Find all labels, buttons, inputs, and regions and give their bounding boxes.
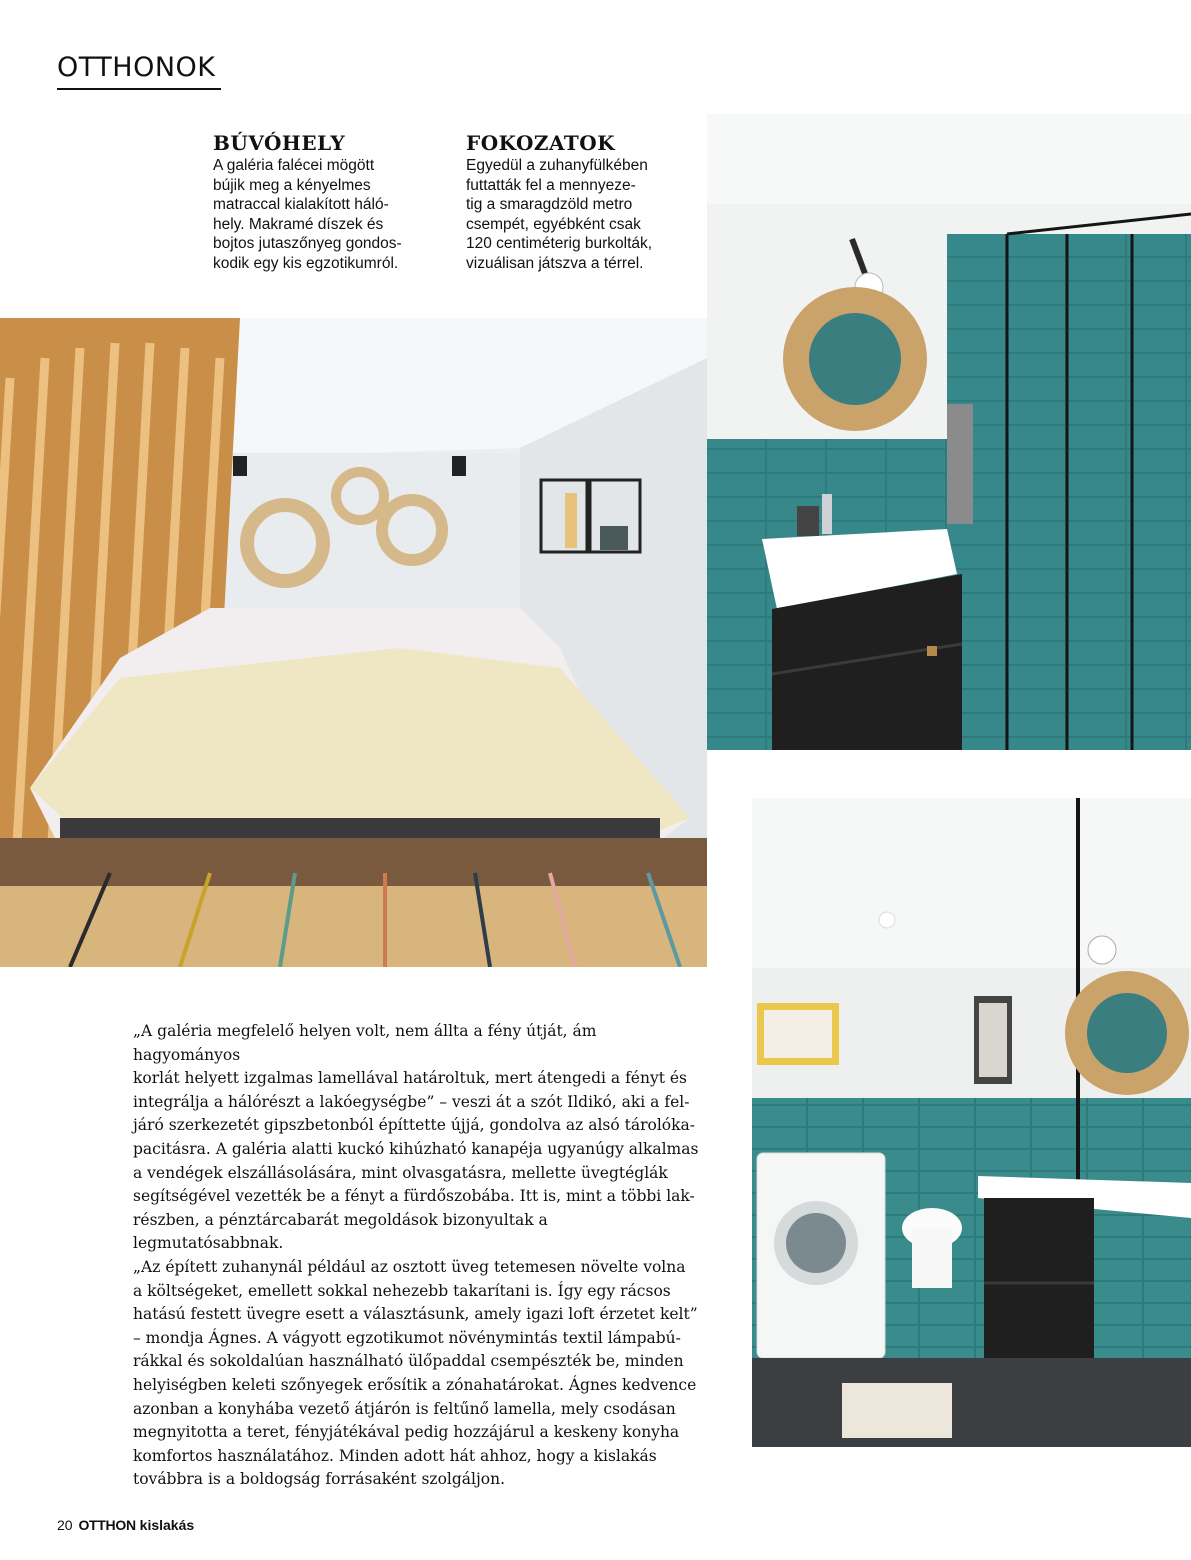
sidebar-line: Egyedül a zuhanyfülkében [466,157,648,174]
body-line: korlát helyett izgalmas lamellával határoltuk, mert átengedi a fényt és [133,1069,687,1088]
body-line: „A galéria megfelelő helyen volt, nem állta a fény útját, ám hagyományos [133,1022,597,1064]
body-line: hatású festett üvegre esett a választásunk, amely igazi loft érzetet kelt” [133,1305,698,1324]
magazine-edition: kislakás [139,1517,195,1533]
sidebar-line: matraccal kialakított háló- [213,196,389,213]
body-line: a költségeket, emellett sokkal nehezebb takarítani is. Így egy rácsos [133,1281,671,1300]
article-body [133,1020,703,1492]
sidebar-heading: BÚVÓHELY [213,131,346,155]
vanity-cabinet [984,1198,1094,1378]
body-line: – mondja Ágnes. A vágyott egzotikumot növénymintás textil lámpabú- [133,1328,681,1347]
page-footer [57,1517,194,1533]
body-line: „Az épített zuhanynál például az osztott üveg tetemesen növelte volna [133,1257,686,1276]
sidebar-buvohely [213,131,443,273]
sidebar-line: futtatták fel a mennyeze- [466,176,636,194]
sidebar-line: vizuálisan játszva a térrel. [466,254,644,272]
sidebar-text [466,156,696,273]
body-line: azonban a konyhába vezető átjárón is feltűnő lamella, mely csodásan [133,1399,676,1418]
body-line: részben, a pénztárcabarát megoldások bizonyultak a legmutatósabbnak. [133,1210,548,1253]
body-line: segítségével vezették be a fényt a fürdőszobába. Itt is, mint a többi lak- [133,1187,695,1206]
sidebar-line: kodik egy kis egzotikumról. [213,254,399,272]
photo-bathroom-shower [707,114,1191,750]
bathroom-shower-illustration [707,114,1191,750]
sidebar-text [213,156,443,273]
sidebar-line: A galéria falécei mögött [213,157,375,174]
jute-rug [0,886,707,967]
photo-bathroom-overview [752,798,1191,1447]
sidebar-line: bújik meg a kényelmes [213,176,371,194]
sidebar-line: csempét, egyébként csak [466,215,641,233]
body-line: rákkal és sokoldalúan használható ülőpaddal csempészték be, minden [133,1352,684,1371]
photo-loft-bedroom [0,318,707,967]
sidebar-fokozatok [466,131,696,273]
sidebar-line: bojtos jutaszőnyeg gondos- [213,235,402,252]
sidebar-line: tig a smaragdzöld metro [466,196,633,213]
section-title: OTTHONOK [57,52,216,83]
article-paragraph [133,1020,703,1492]
magazine-name: OTTHON [78,1517,136,1533]
body-line: integrálja a hálórészt a lakóegységbe” – veszi át a szót Ildikó, aki a fel- [133,1092,690,1111]
body-line: a vendégek elszállásolására, mint olvasgatásra, mellette üvegtéglák [133,1163,668,1182]
page-number: 20 [57,1517,73,1533]
body-line: továbbra is a boldogság forrásaként szolgáljon. [133,1470,506,1489]
sidebar-heading: FOKOZATOK [466,131,616,155]
bathroom-overview-illustration [752,798,1191,1447]
body-line: pacitásra. A galéria alatti kuckó kihúzható kanapéja ugyanúgy alkalmas [133,1139,699,1158]
bedroom-illustration [0,318,707,967]
sidebar-line: 120 centiméterig burkolták, [466,235,653,252]
body-line: megnyitotta a teret, fényjátékával pedig hozzájárul a keskeny konyha [133,1423,680,1442]
section-underline [57,88,221,90]
sidebar-line: hely. Makramé díszek és [213,215,384,233]
body-line: helyiségben keleti szőnyegek erősítik a zónahatárokat. Ágnes kedvence [133,1375,697,1394]
body-line: komfortos használatához. Minden adott hát ahhoz, hogy a kislakás [133,1446,657,1465]
body-line: járó szerkezetét gipszbetonból építtette újjá, gondolva az alsó tárolóka- [133,1116,695,1135]
